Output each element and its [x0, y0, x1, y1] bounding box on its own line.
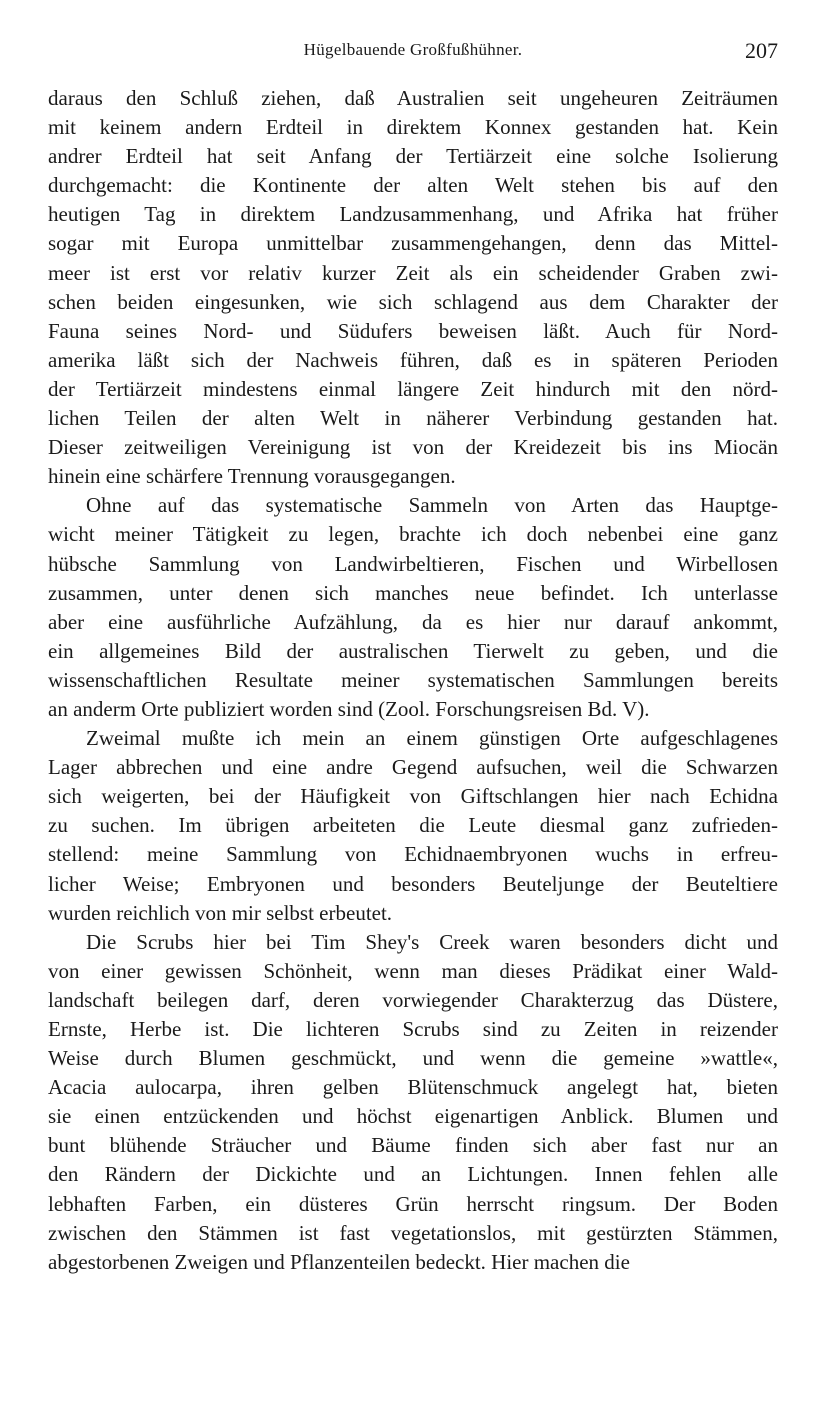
text-line: sie einen entzückenden und höchst eigenartigen Anblick. Blumen und — [48, 1104, 778, 1129]
text-line: Ohne auf das systematische Sammeln von Arten das Hauptge- — [86, 493, 778, 518]
text-line: sich weigerten, bei der Häufigkeit von Giftschlangen hier nach Echidna — [48, 784, 778, 809]
text-line: Die Scrubs hier bei Tim Shey's Creek waren besonders dicht und — [86, 929, 778, 954]
text-line: Fauna seines Nord- und Südufers beweisen läßt. Auch für Nord- — [48, 318, 778, 343]
text-line: sogar mit Europa unmittelbar zusammengehangen, denn das Mittel- — [48, 231, 778, 256]
text-line: wissenschaftlichen Resultate meiner systematischen Sammlungen bereits — [48, 667, 778, 692]
text-line: von einer gewissen Schönheit, wenn man dieses Prädikat einer Wald- — [48, 958, 778, 983]
text-line: aber eine ausführliche Aufzählung, da es hier nur darauf ankommt, — [48, 609, 778, 634]
text-line: Ernste, Herbe ist. Die lichteren Scrubs sind zu Zeiten in reizender — [48, 1017, 778, 1041]
text-line: hübsche Sammlung von Landwirbeltieren, Fischen und Wirbellosen — [48, 551, 778, 576]
text-line: heutigen Tag in direktem Landzusammenhang, und Afrika hat früher — [48, 202, 778, 227]
paragraph — [48, 491, 778, 724]
text-line: der Tertiärzeit mindestens einmal längere Zeit hindurch mit den nörd- — [48, 376, 778, 401]
text-line: zwischen den Stämmen ist fast vegetationslos, mit gestürzten Stämmen, — [48, 1220, 778, 1245]
text-line: Dieser zeitweiligen Vereinigung ist von der Kreidezeit bis ins Miocän — [48, 435, 778, 460]
text-line: den Rändern der Dickichte und an Lichtungen. Innen fehlen alle — [48, 1162, 778, 1187]
text-line: amerika läßt sich der Nachweis führen, daß es in späteren Perioden — [48, 347, 778, 372]
text-line: andrer Erdteil hat seit Anfang der Tertiärzeit eine solche Isolierung — [48, 144, 778, 169]
text-line: zusammen, unter denen sich manches neue befindet. Ich unterlasse — [48, 580, 778, 605]
text-line: Zweimal mußte ich mein an einem günstigen Orte aufgeschlagenes — [86, 726, 778, 751]
text-line: schen beiden eingesunken, wie sich schlagend aus dem Charakter der — [48, 289, 778, 314]
text-line: Acacia aulocarpa, ihren gelben Blütenschmuck angelegt hat, bieten — [48, 1075, 778, 1100]
text-line: lebhaften Farben, ein düsteres Grün herrscht ringsum. Der Boden — [48, 1191, 778, 1216]
text-line: an anderm Orte publiziert worden sind (Zool. Forschungsreisen Bd. V). — [48, 696, 650, 721]
text-line: stellend: meine Sammlung von Echidnaembryonen wuchs in erfreu- — [48, 842, 778, 867]
text-line: meer ist erst vor relativ kurzer Zeit als ein scheidender Graben zwi- — [48, 260, 778, 285]
body-text — [48, 84, 778, 1277]
running-title: Hügelbauende Großfußhühner. — [303, 40, 523, 59]
text-line: Lager abbrechen und eine andre Gegend aufsuchen, weil die Schwarzen — [48, 755, 778, 780]
running-head — [48, 38, 778, 68]
text-line: zu suchen. Im übrigen arbeiteten die Leute diesmal ganz zufrieden- — [48, 813, 778, 838]
text-line: abgestorbenen Zweigen und Pflanzenteilen bedeckt. Hier machen die — [48, 1249, 630, 1274]
paragraph — [48, 928, 778, 1277]
text-line: licher Weise; Embryonen und besonders Beuteljunge der Beuteltiere — [48, 871, 778, 896]
text-line: ein allgemeines Bild der australischen Tierwelt zu geben, und die — [48, 638, 778, 663]
text-line: wurden reichlich von mir selbst erbeutet. — [48, 900, 393, 925]
text-line: mit keinem andern Erdteil in direktem Konnex gestanden hat. Kein — [48, 115, 778, 140]
text-line: hinein eine schärfere Trennung vorausgegangen. — [48, 464, 456, 489]
text-line: Weise durch Blumen geschmückt, und wenn die gemeine »wattle«, — [48, 1046, 778, 1071]
paragraph — [48, 724, 778, 928]
text-line: lichen Teilen der alten Welt in näherer Verbindung gestanden hat. — [48, 406, 778, 431]
text-line: wicht meiner Tätigkeit zu legen, brachte ich doch nebenbei eine ganz — [48, 522, 778, 547]
text-line: durchgemacht: die Kontinente der alten Welt stehen bis auf den — [48, 173, 778, 198]
text-line: daraus den Schluß ziehen, daß Australien seit ungeheuren Zeiträumen — [48, 86, 778, 110]
paragraph — [48, 84, 778, 491]
page-number: 207 — [745, 38, 778, 63]
text-line: landschaft beilegen darf, deren vorwiegender Charakterzug das Düstere, — [48, 987, 778, 1012]
text-line: bunt blühende Sträucher und Bäume finden sich aber fast nur an — [48, 1133, 778, 1158]
